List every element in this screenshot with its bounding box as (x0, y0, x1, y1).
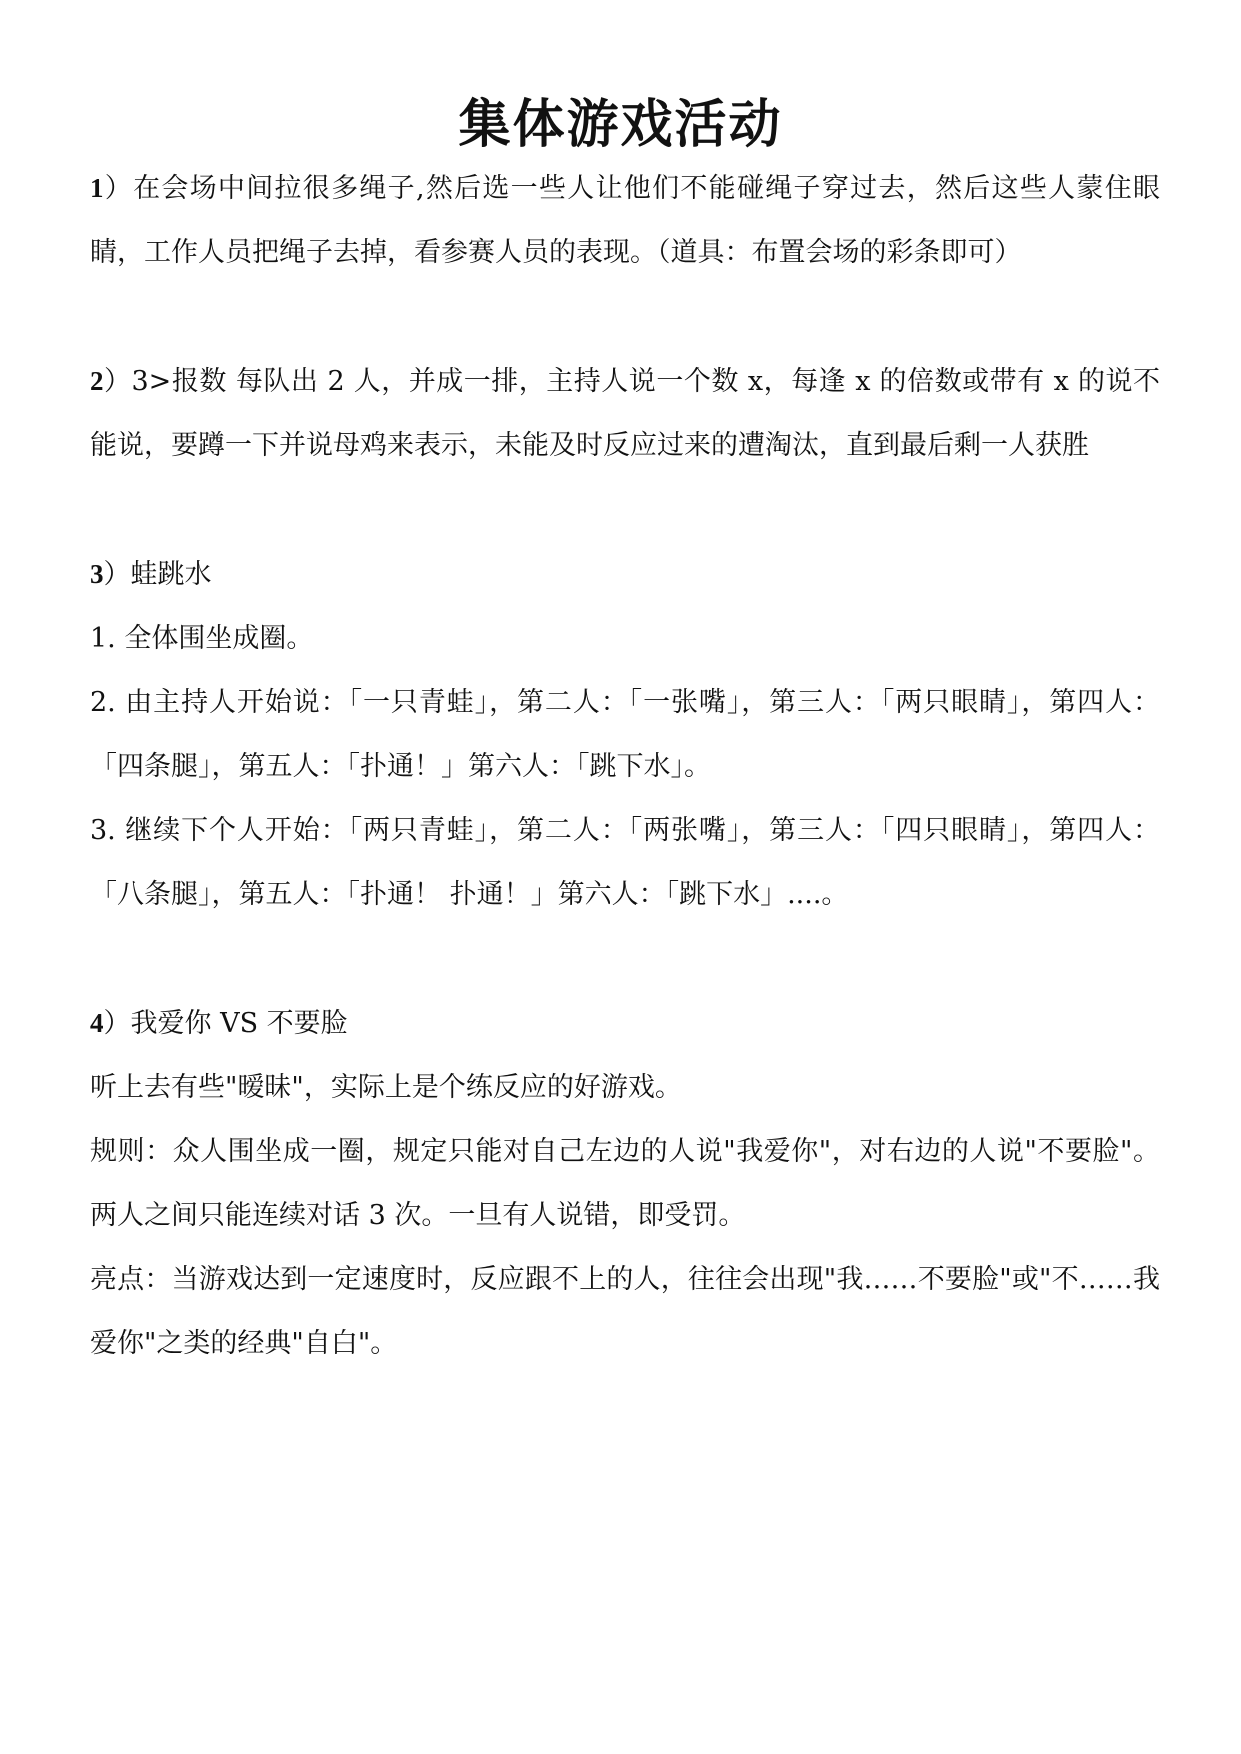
section-3-heading-text: ）蛙跳水 (103, 559, 212, 590)
section-2-paragraph (90, 349, 1160, 478)
section-4-heading-text: ）我爱你 VS 不要脸 (103, 1008, 348, 1039)
section-4-highlight: 亮点：当游戏达到一定速度时，反应跟不上的人，往往会出现"我……不要脸"或"不……我爱你"之类的经典"自白"。 (90, 1264, 1160, 1359)
spacer (90, 285, 1160, 349)
section-3-item-3: 3. 继续下个人开始：「两只青蛙」，第二人：「两张嘴」，第三人：「四只眼睛」，第四人：「八条腿」，第五人：「扑通！ 扑通！」第六人：「跳下水」....。 (90, 815, 1160, 910)
section-4-heading (90, 991, 1160, 1056)
section-4-intro: 听上去有些"暧昧"，实际上是个练反应的好游戏。 (90, 1072, 682, 1103)
page-title: 集体游戏活动 (458, 95, 783, 155)
section-1-text: ）在会场中间拉很多绳子,然后选一些人让他们不能碰绳子穿过去，然后这些人蒙住眼睛，工作人员把绳子去掉，看参赛人员的表现。（道具：布置会场的彩条即可） (90, 173, 1160, 268)
section-3-number: 3 (90, 559, 104, 589)
section-3-item-2: 2. 由主持人开始说：「一只青蛙」，第二人：「一张嘴」，第三人：「两只眼睛」，第四人：「四条腿」，第五人：「扑通！」第六人：「跳下水」。 (90, 687, 1160, 782)
spacer (90, 478, 1160, 542)
section-3-item-1: 1. 全体围坐成圈。 (90, 623, 314, 654)
spacer (90, 927, 1160, 991)
section-4-number: 4 (90, 1008, 104, 1038)
section-4-rules: 规则：众人围坐成一圈，规定只能对自己左边的人说"我爱你"，对右边的人说"不要脸"。两人之间只能连续对话 3 次。一旦有人说错，即受罚。 (90, 1136, 1160, 1231)
section-1-paragraph (90, 156, 1160, 285)
section-1-number: 1 (90, 173, 104, 203)
section-2-text: ）3>报数 每队出 2 人，并成一排，主持人说一个数 x，每逢 x 的倍数或带有 x 的说不能说，要蹲一下并说母鸡来表示，未能及时反应过来的遭淘汰，直到最后剩一人获胜 (90, 366, 1160, 461)
document-body (90, 156, 1160, 1376)
section-2-number: 2 (90, 366, 104, 396)
section-3-heading (90, 542, 1160, 607)
